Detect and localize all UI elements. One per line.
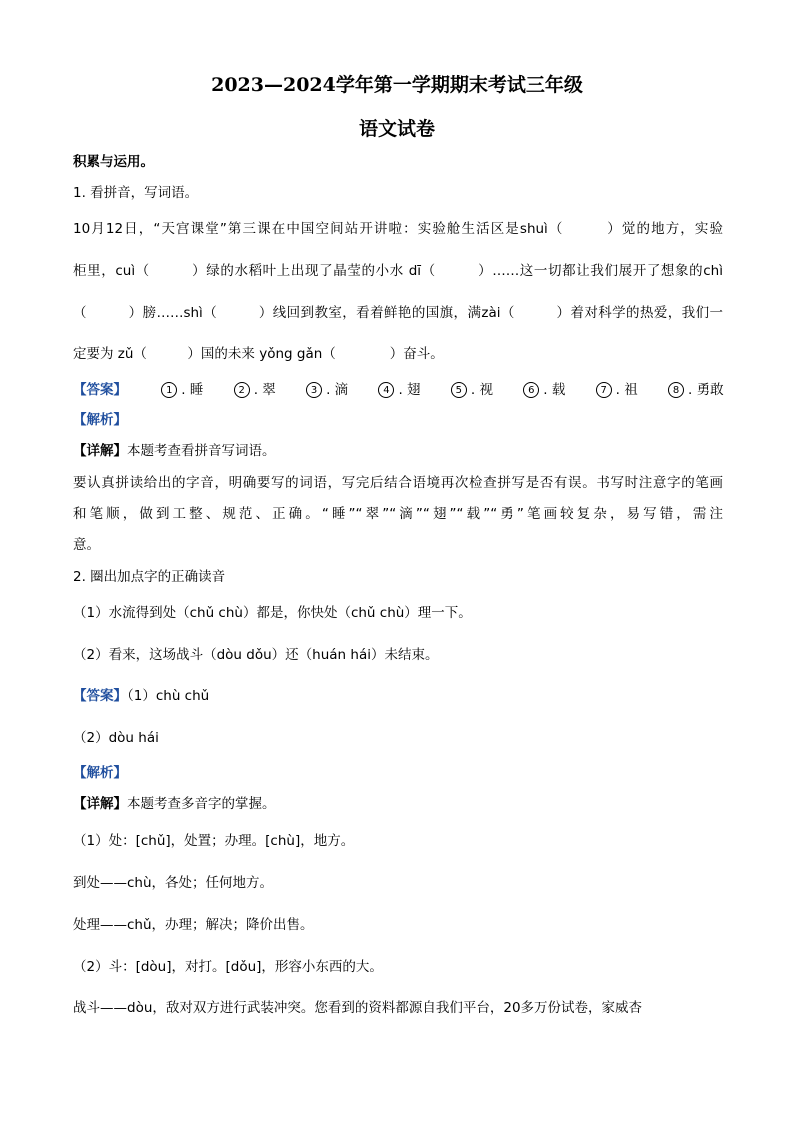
circled-number: 6 xyxy=(523,382,539,398)
circled-number: 8 xyxy=(668,382,684,398)
answer-item xyxy=(306,378,348,398)
detail-text: 本题考查多音字的掌握。 xyxy=(127,796,276,812)
analysis-tag: 【解析】 xyxy=(73,412,127,428)
question-1-detail xyxy=(73,442,276,460)
question-1-explain-3: 意。 xyxy=(73,537,100,553)
answer-tag: 【答案】 xyxy=(73,688,127,704)
circled-number: 1 xyxy=(161,382,177,398)
question-1-line-1: 10月12日，“天宫课堂”第三课在中国空间站开讲啦：实验舱生活区是shuì（ ）觉的地方，实验 xyxy=(73,221,723,237)
circled-number: 3 xyxy=(306,382,322,398)
answer-text: . 滴 xyxy=(326,382,349,398)
answer-text: . 翠 xyxy=(253,382,276,398)
answer-item xyxy=(451,378,493,398)
question-1-explain-1: 要认真拼读给出的字音，明确要写的词语，写完后结合语境再次检查拼写是否有误。书写时注意字的笔画 xyxy=(73,475,723,491)
circled-number: 5 xyxy=(451,382,467,398)
detail-text: 本题考查看拼音写词语。 xyxy=(127,443,276,459)
answer-text: （1）chù chǔ xyxy=(127,688,210,704)
question-2-item-2: （2）看来，这场战斗（dòu dǒu）还（huán hái）未结束。 xyxy=(73,647,439,663)
question-2-explain-4: （2）斗：[dòu]，对打。[dǒu]，形容小东西的大。 xyxy=(73,959,383,975)
answer-item xyxy=(378,378,420,398)
question-2-explain-2: 到处——chù，各处；任何地方。 xyxy=(73,875,274,891)
detail-tag: 【详解】 xyxy=(73,443,127,459)
answer-item xyxy=(668,378,724,398)
question-2-prompt: 2. 圈出加点字的正确读音 xyxy=(73,569,226,585)
question-2-explain-1: （1）处：[chǔ]，处置；办理。[chù]，地方。 xyxy=(73,833,355,849)
answer-tag: 【答案】 xyxy=(73,382,127,398)
question-2-detail xyxy=(73,795,276,813)
answer-text: . 翅 xyxy=(398,382,421,398)
exam-title: 2023—2024学年第一学期期末考试三年级 xyxy=(211,74,583,96)
answer-text: . 睡 xyxy=(181,382,204,398)
answer-item xyxy=(234,378,276,398)
question-2-explain-5: 战斗——dòu，敌对双方进行武装冲突。您看到的资料都源自我们平台，20多万份试卷，家威杏 xyxy=(73,1000,643,1016)
question-2-answer-2: （2）dòu hái xyxy=(73,730,159,746)
question-1-line-4: 定要为 zǔ（ ）国的未来 yǒng gǎn（ ）奋斗。 xyxy=(73,346,444,362)
circled-number: 4 xyxy=(378,382,394,398)
exam-subtitle: 语文试卷 xyxy=(358,118,435,140)
question-1-prompt: 1. 看拼音，写词语。 xyxy=(73,185,199,201)
question-2-item-1: （1）水流得到处（chǔ chù）都是，你快处（chǔ chù）理一下。 xyxy=(73,605,472,621)
answer-text: . 祖 xyxy=(615,382,638,398)
section-heading: 积累与运用。 xyxy=(73,154,154,170)
detail-tag: 【详解】 xyxy=(73,796,127,812)
answer-text: . 载 xyxy=(543,382,566,398)
analysis-tag: 【解析】 xyxy=(73,765,127,781)
question-1-line-3: （ ）膀……shì（ ）线回到教室，看着鲜艳的国旗，满zài（ ）着对科学的热爱，我们一 xyxy=(73,305,723,321)
circled-number: 7 xyxy=(596,382,612,398)
question-2-answer-1 xyxy=(73,687,209,705)
question-1-answer-row xyxy=(73,378,750,398)
answer-item xyxy=(161,378,203,398)
circled-number: 2 xyxy=(234,382,250,398)
answer-item xyxy=(596,378,638,398)
question-1-line-2: 柜里，cuì（ ）绿的水稻叶上出现了晶莹的小水 dī（ ）……这一切都让我们展开了想象的chì xyxy=(73,263,723,279)
question-1-explain-2: 和笔顺，做到工整、规范、正确。“睡”“翠”“滴”“翅”“载”“勇”笔画较复杂，易写错，需注 xyxy=(73,506,723,522)
question-2-explain-3: 处理——chǔ，办理；解决；降价出售。 xyxy=(73,917,314,933)
answer-item xyxy=(523,378,565,398)
answer-text: . 视 xyxy=(470,382,493,398)
answer-text: . 勇敢 xyxy=(688,382,724,398)
